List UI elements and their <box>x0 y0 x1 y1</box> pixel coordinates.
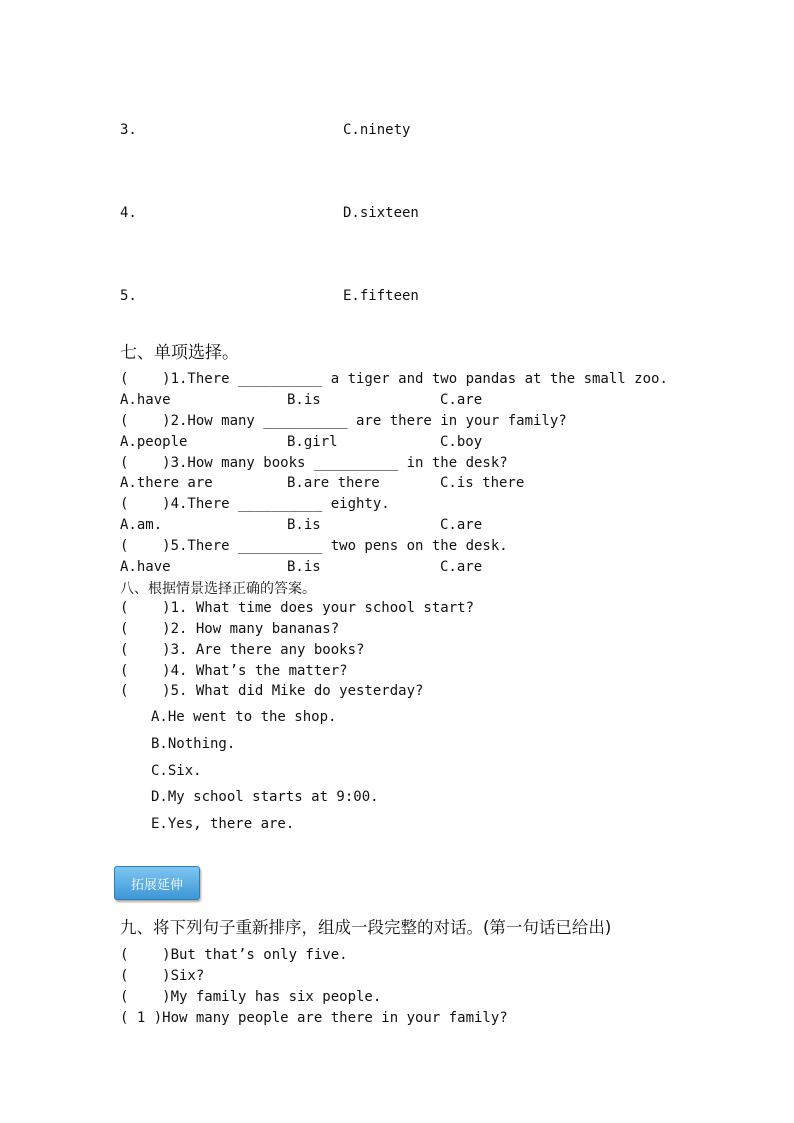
dialogue-line: ( )Six? <box>120 968 205 984</box>
answer-option: B.Nothing. <box>151 736 236 752</box>
dialogue-line: ( )But that’s only five. <box>120 947 348 963</box>
extension-badge: 拓展延伸 <box>114 866 200 900</box>
option-a: A.am. <box>120 517 163 533</box>
option-b: B.is <box>287 559 321 575</box>
question-8-5: ( )5. What did Mike do yesterday? <box>120 683 424 699</box>
match-number: 4. <box>120 205 137 221</box>
option-c: C.is there <box>440 475 525 491</box>
match-number: 3. <box>120 122 137 138</box>
option-c: C.are <box>440 517 483 533</box>
question-7-3: ( )3.How many books __________ in the desk? <box>120 455 508 471</box>
question-7-1: ( )1.There __________ a tiger and two pandas at the small zoo. <box>120 371 668 387</box>
question-8-3: ( )3. Are there any books? <box>120 642 365 658</box>
option-a: A.have <box>120 559 171 575</box>
option-b: B.are there <box>287 475 380 491</box>
option-b: B.is <box>287 392 321 408</box>
question-7-5: ( )5.There __________ two pens on the desk. <box>120 538 508 554</box>
answer-option: E.Yes, there are. <box>151 816 295 832</box>
option-c: C.boy <box>440 434 483 450</box>
match-number: 5. <box>120 288 137 304</box>
question-7-2: ( )2.How many __________ are there in your family? <box>120 413 567 429</box>
answer-option: C.Six. <box>151 763 202 779</box>
option-b: B.girl <box>287 434 338 450</box>
option-c: C.are <box>440 559 483 575</box>
question-8-2: ( )2. How many bananas? <box>120 621 340 637</box>
dialogue-line: ( 1 )How many people are there in your family? <box>120 1010 508 1026</box>
answer-option: D.My school starts at 9:00. <box>151 789 379 805</box>
section-8-title: 八、根据情景选择正确的答案。 <box>120 581 316 597</box>
option-a: A.there are <box>120 475 213 491</box>
question-8-4: ( )4. What’s the matter? <box>120 663 348 679</box>
question-8-1: ( )1. What time does your school start? <box>120 600 475 616</box>
match-option: E.fifteen <box>343 288 419 304</box>
dialogue-line: ( )My family has six people. <box>120 989 382 1005</box>
section-9-title: 九、将下列句子重新排序，组成一段完整的对话。(第一句话已给出) <box>120 918 612 937</box>
question-7-4: ( )4.There __________ eighty. <box>120 496 390 512</box>
section-7-title: 七、单项选择。 <box>120 343 239 363</box>
option-a: A.people <box>120 434 188 450</box>
option-a: A.have <box>120 392 171 408</box>
option-b: B.is <box>287 517 321 533</box>
match-option: D.sixteen <box>343 205 419 221</box>
answer-option: A.He went to the shop. <box>151 709 337 725</box>
option-c: C.are <box>440 392 483 408</box>
match-option: C.ninety <box>343 122 411 138</box>
